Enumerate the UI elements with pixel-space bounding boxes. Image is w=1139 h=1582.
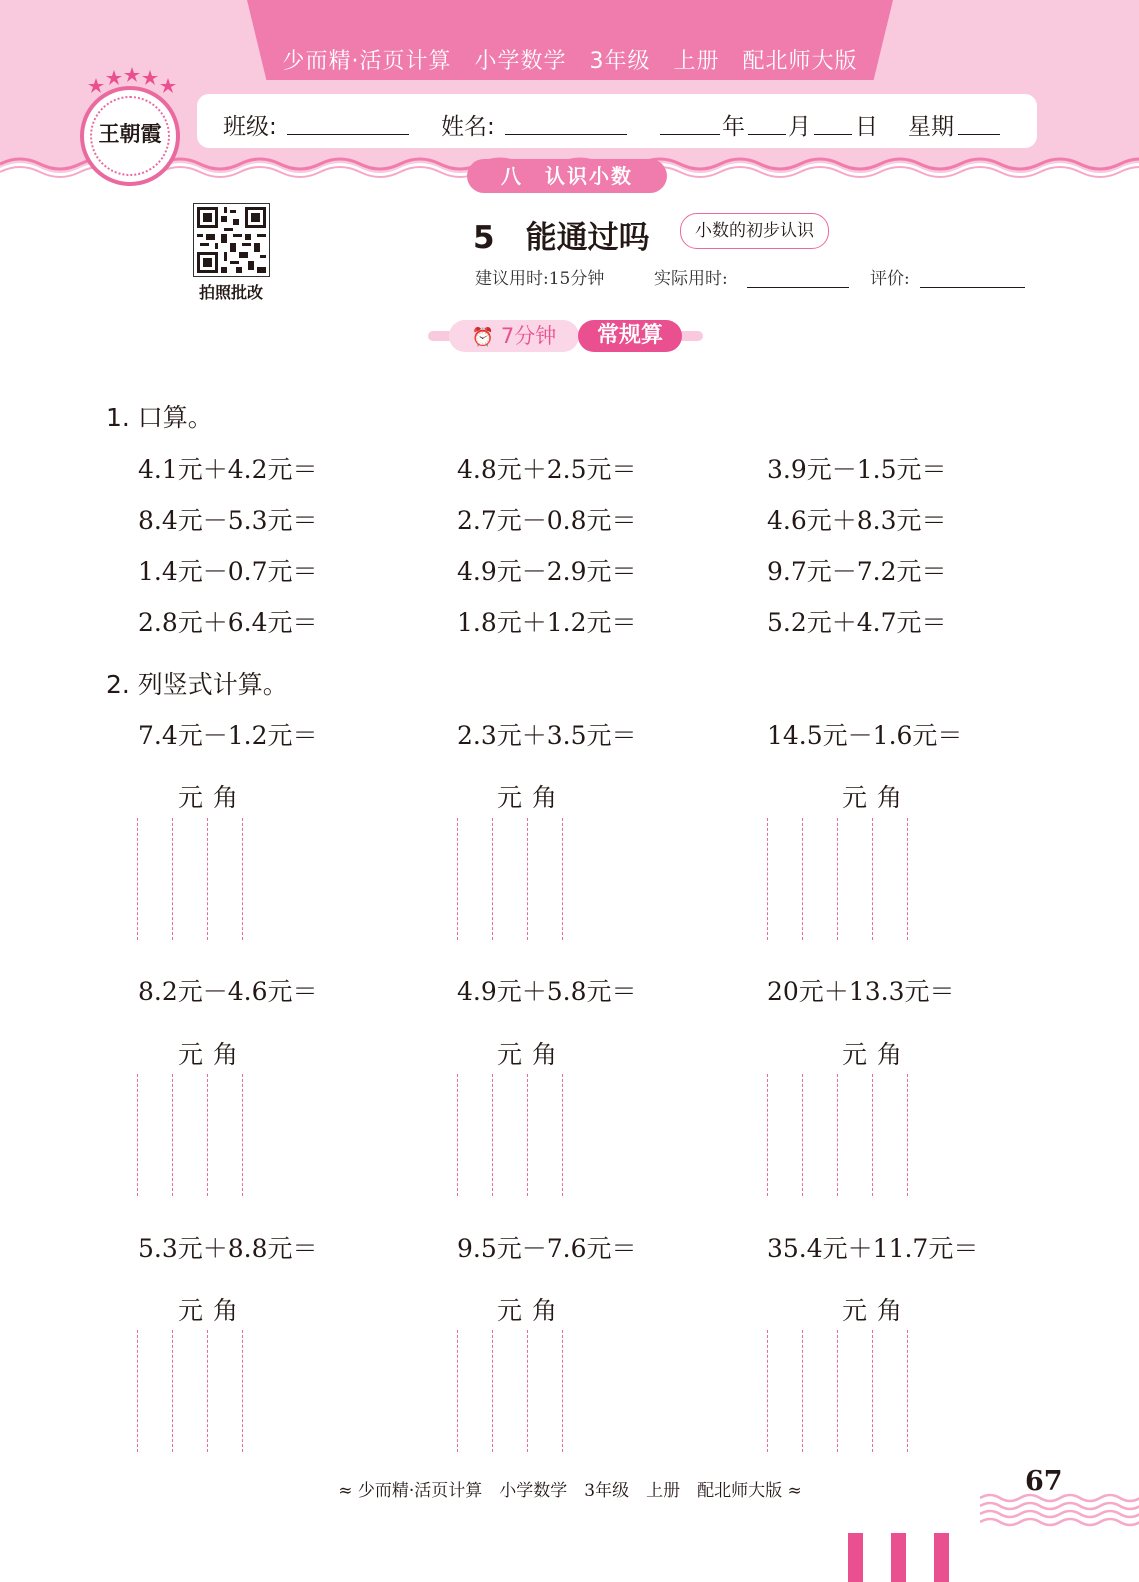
section-name: 常规算	[578, 320, 682, 352]
oral-expression: 3.9元－1.5元＝	[767, 455, 947, 484]
footer-series-title: ≈ 少而精·活页计算 小学数学 3年级 上册 配北师大版 ≈	[338, 1481, 802, 1501]
day-label: 日	[855, 114, 878, 140]
section-time: 7分钟	[500, 324, 557, 348]
column-guide	[802, 1074, 803, 1196]
column-guide	[767, 1330, 768, 1452]
year-field[interactable]	[660, 134, 720, 135]
series-title: 少而精·活页计算 小学数学 3年级 上册 配北师大版	[282, 49, 858, 74]
month-label: 月	[788, 114, 811, 140]
column-guide	[207, 1330, 208, 1452]
oral-expression: 4.9元－2.9元＝	[457, 557, 637, 586]
oral-expression: 4.6元＋8.3元＝	[767, 506, 947, 535]
day-field[interactable]	[814, 134, 852, 135]
vertical-expression: 5.3元＋8.8元＝	[138, 1234, 318, 1263]
vertical-expression: 9.5元－7.6元＝	[457, 1234, 637, 1263]
vertical-expression: 2.3元＋3.5元＝	[457, 721, 637, 750]
vertical-expression: 7.4元－1.2元＝	[138, 721, 318, 750]
actual-time-field[interactable]	[747, 287, 849, 288]
month-field[interactable]	[748, 134, 786, 135]
column-guide	[457, 1330, 458, 1452]
oral-expression: 1.8元＋1.2元＝	[457, 608, 637, 637]
page-number: 67	[1025, 1466, 1063, 1497]
lesson-title: 5 能通过吗	[473, 220, 650, 256]
column-guide	[492, 818, 493, 940]
column-guide	[562, 818, 563, 940]
column-guide	[457, 818, 458, 940]
class-label: 班级:	[223, 114, 277, 140]
name-field[interactable]	[505, 134, 627, 135]
column-guide	[527, 1330, 528, 1452]
evaluation-label: 评价:	[870, 269, 910, 289]
column-guide	[527, 1074, 528, 1196]
oral-expression: 1.4元－0.7元＝	[138, 557, 318, 586]
column-guide	[802, 818, 803, 940]
suggested-time: 建议用时:15分钟	[475, 269, 605, 289]
column-guide	[872, 1330, 873, 1452]
column-guide	[457, 1074, 458, 1196]
week-field[interactable]	[958, 134, 1000, 135]
column-guide	[207, 818, 208, 940]
class-field[interactable]	[287, 134, 409, 135]
oral-expression: 8.4元－5.3元＝	[138, 506, 318, 535]
vertical-expression: 35.4元＋11.7元＝	[767, 1234, 979, 1263]
bottom-tab-bar	[891, 1533, 906, 1582]
question-1-heading: 1. 口算。	[106, 403, 213, 432]
column-guide	[137, 1330, 138, 1452]
vertical-expression: 20元＋13.3元＝	[767, 977, 955, 1006]
unit-header: 元角	[497, 1040, 568, 1069]
oral-expression: 2.8元＋6.4元＝	[138, 608, 318, 637]
logo-text: 王朝霞	[98, 121, 162, 146]
column-guide	[802, 1330, 803, 1452]
column-guide	[242, 818, 243, 940]
bottom-tab-bar	[848, 1533, 863, 1582]
name-label: 姓名:	[441, 114, 495, 140]
vertical-expression: 8.2元－4.6元＝	[138, 977, 318, 1006]
column-guide	[872, 818, 873, 940]
qr-code-icon[interactable]	[193, 203, 270, 277]
column-guide	[907, 818, 908, 940]
bottom-tab-bar	[934, 1533, 949, 1582]
actual-time-label: 实际用时:	[654, 269, 728, 289]
column-guide	[837, 1074, 838, 1196]
column-guide	[242, 1074, 243, 1196]
oral-expression: 4.8元＋2.5元＝	[457, 455, 637, 484]
column-guide	[907, 1330, 908, 1452]
week-label: 星期	[908, 114, 954, 140]
oral-expression: 9.7元－7.2元＝	[767, 557, 947, 586]
column-guide	[562, 1074, 563, 1196]
oral-expression: 2.7元－0.8元＝	[457, 506, 637, 535]
column-guide	[172, 1074, 173, 1196]
footer-wave-decoration	[980, 1492, 1139, 1528]
column-guide	[837, 818, 838, 940]
column-guide	[207, 1074, 208, 1196]
unit-header: 元角	[178, 783, 249, 812]
unit-header: 元角	[178, 1296, 249, 1325]
column-guide	[172, 1330, 173, 1452]
oral-expression: 5.2元＋4.7元＝	[767, 608, 947, 637]
column-guide	[137, 818, 138, 940]
column-guide	[492, 1330, 493, 1452]
unit-header: 元角	[842, 783, 913, 812]
unit-header: 元角	[178, 1040, 249, 1069]
vertical-expression: 4.9元＋5.8元＝	[457, 977, 637, 1006]
column-guide	[242, 1330, 243, 1452]
evaluation-field[interactable]	[920, 287, 1025, 288]
year-label: 年	[722, 114, 745, 140]
column-guide	[907, 1074, 908, 1196]
column-guide	[562, 1330, 563, 1452]
vertical-expression: 14.5元－1.6元＝	[767, 721, 963, 750]
question-2-heading: 2. 列竖式计算。	[106, 670, 288, 699]
unit-header: 元角	[497, 783, 568, 812]
oral-expression: 4.1元＋4.2元＝	[138, 455, 318, 484]
clock-icon: ⏰	[471, 327, 495, 348]
column-guide	[767, 818, 768, 940]
column-guide	[137, 1074, 138, 1196]
qr-label: 拍照批改	[198, 283, 263, 302]
unit-header: 元角	[497, 1296, 568, 1325]
column-guide	[767, 1074, 768, 1196]
column-guide	[872, 1074, 873, 1196]
column-guide	[172, 818, 173, 940]
unit-header: 元角	[842, 1296, 913, 1325]
topic-tag: 小数的初步认识	[680, 213, 829, 249]
unit-header: 元角	[842, 1040, 913, 1069]
section-time-badge	[449, 320, 579, 352]
column-guide	[837, 1330, 838, 1452]
chapter-title: 八 认识小数	[467, 159, 667, 193]
column-guide	[492, 1074, 493, 1196]
column-guide	[527, 818, 528, 940]
